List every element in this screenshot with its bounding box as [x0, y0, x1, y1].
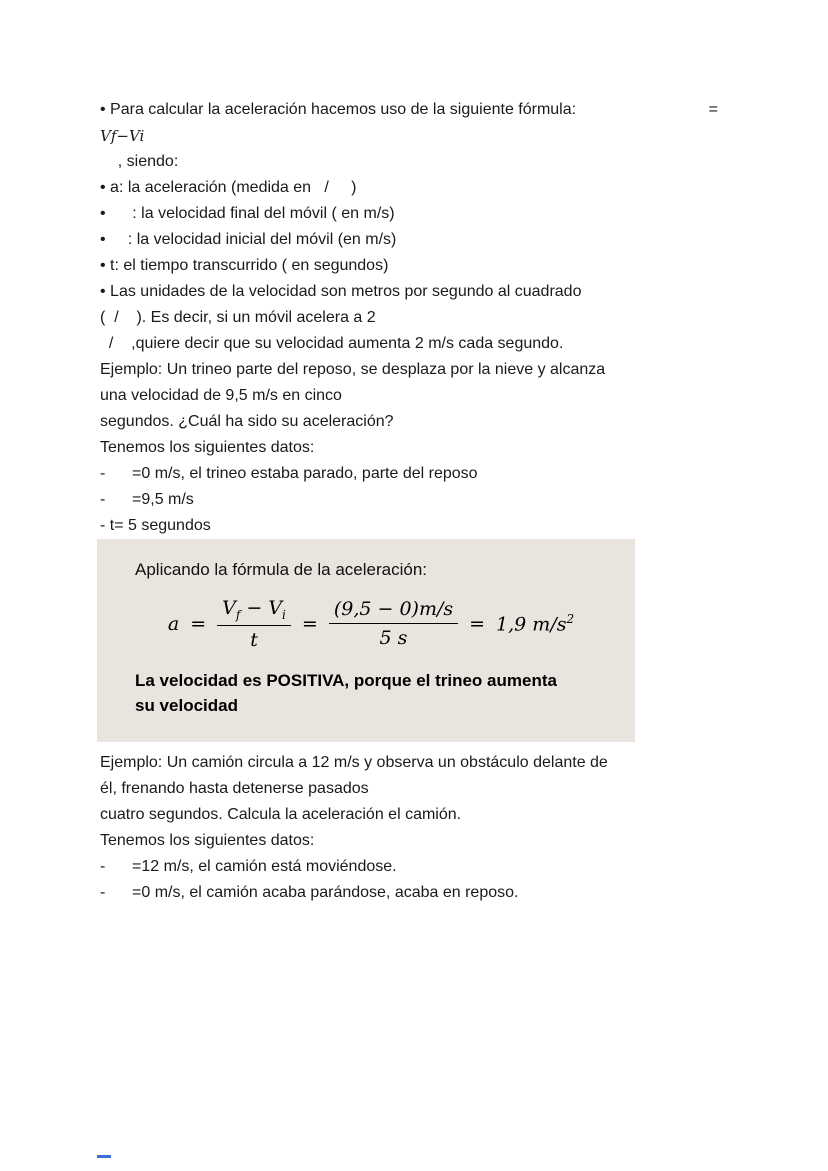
bullet-units-line: • Las unidades de la velocidad son metros por segundo al cuadrado [100, 283, 582, 300]
symbolic-fraction [217, 597, 291, 651]
data-item-vi-truck: - =12 m/s, el camión está moviéndose. [100, 857, 397, 875]
fraction-numerator: $V_f - V_i$ [217, 597, 291, 626]
formula-variable-a: a [167, 612, 180, 635]
fraction-denominator: 5 s [379, 627, 408, 650]
formula-equals-sign: = [708, 101, 718, 118]
numeric-fraction [329, 598, 458, 649]
example-truck-line: él, frenando hasta detenerse pasados [100, 779, 369, 797]
bullet-initial-velocity-definition: • : la velocidad inicial del móvil (en m/s) [100, 231, 397, 248]
truck-example-section [100, 750, 732, 906]
footer-link-artifact [97, 1155, 111, 1158]
units-continuation-line: ( / ). Es decir, si un móvil acelera a 2 [100, 309, 376, 326]
bullet-final-velocity-definition: • : la velocidad final del móvil ( en m/s) [100, 205, 395, 222]
text-line: , siendo: [100, 153, 179, 170]
data-intro-line: Tenemos los siguientes datos: [100, 439, 315, 456]
note-line: su velocidad [135, 695, 238, 715]
units-continuation-line: / ,quiere decir que su velocidad aumenta 2 m/s cada segundo. [100, 335, 564, 352]
data-item-vf: - =9,5 m/s [100, 491, 194, 508]
intro-formula-line [100, 97, 732, 123]
fraction-denominator: t [250, 628, 258, 651]
intro-formula-text: • Para calcular la aceleración hacemos uso de la siguiente fórmula: [100, 101, 577, 118]
equals-sign: = [301, 612, 318, 635]
acceleration-formula [135, 597, 607, 651]
example-sled-line: segundos. ¿Cuál ha sido su aceleración? [100, 413, 394, 430]
example-truck-line: Ejemplo: Un camión circula a 12 m/s y observa un obstáculo delante de [100, 753, 608, 771]
data-intro-line: Tenemos los siguientes datos: [100, 831, 315, 849]
note-line: La velocidad es POSITIVA, porque el trineo aumenta [135, 670, 557, 690]
formula-box-title: Aplicando la fórmula de la aceleración: [135, 560, 428, 579]
equals-sign: = [469, 612, 486, 635]
data-item-time: - t= 5 segundos [100, 517, 211, 534]
data-item-vf-truck: - =0 m/s, el camión acaba parándose, acaba en reposo. [100, 883, 519, 901]
data-item-vi: - =0 m/s, el trineo estaba parado, parte del reposo [100, 465, 478, 482]
example-truck-line: cuatro segundos. Calcula la aceleración el camión. [100, 805, 462, 823]
formula-result: 1,9 $m/s^2$ [496, 612, 575, 636]
positive-velocity-note [135, 668, 607, 718]
math-numerator-line: Vf−Vi [100, 127, 145, 145]
fraction-numerator: (9,5 − 0)m/s [329, 598, 458, 624]
example-sled-line: una velocidad de 9,5 m/s en cinco [100, 387, 342, 404]
formula-box [97, 539, 635, 742]
equals-sign: = [190, 612, 207, 635]
bullet-time-definition: • t: el tiempo transcurrido ( en segundos) [100, 257, 389, 274]
bullet-acceleration-definition: • a: la aceleración (medida en / ) [100, 179, 357, 196]
example-sled-line: Ejemplo: Un trineo parte del reposo, se desplaza por la nieve y alcanza [100, 361, 606, 378]
